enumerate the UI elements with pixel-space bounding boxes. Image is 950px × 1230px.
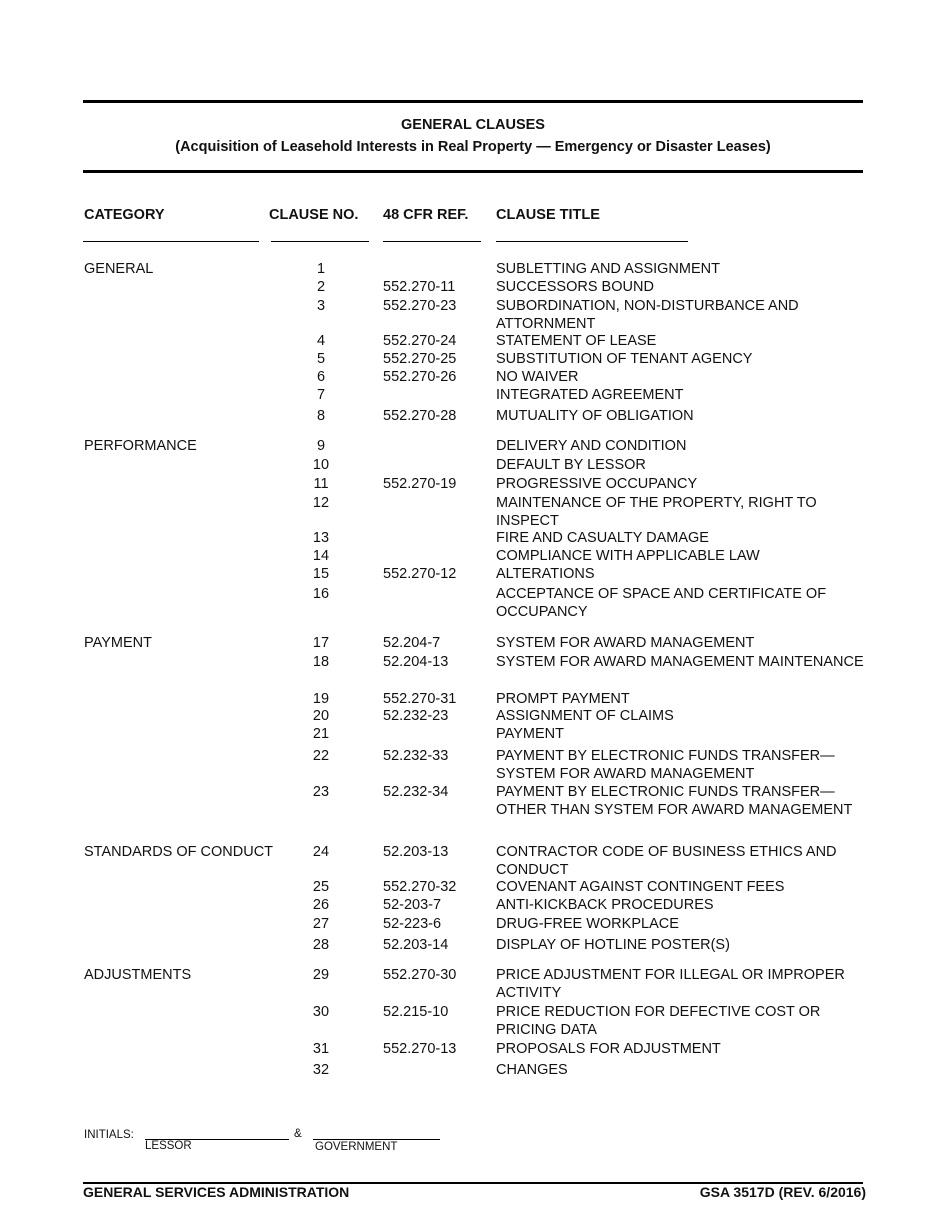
clause-number: 14	[312, 548, 330, 564]
header-underline	[271, 241, 369, 242]
clause-title: ACCEPTANCE OF SPACE AND CERTIFICATE OF OCCUPANCY	[496, 586, 827, 620]
cfr-reference: 52.215-10	[383, 1004, 449, 1020]
clause-title: SYSTEM FOR AWARD MANAGEMENT MAINTENANCE	[496, 654, 864, 670]
clause-title: ANTI-KICKBACK PROCEDURES	[496, 897, 714, 913]
clause-title: MUTUALITY OF OBLIGATION	[496, 408, 694, 424]
footer-agency: GENERAL SERVICES ADMINISTRATION	[83, 1184, 350, 1200]
clause-title: STATEMENT OF LEASE	[496, 333, 657, 349]
clause-title: PROPOSALS FOR ADJUSTMENT	[496, 1041, 721, 1057]
clause-title: SYSTEM FOR AWARD MANAGEMENT	[496, 635, 755, 651]
clause-number: 8	[316, 408, 326, 424]
government-signature-line[interactable]	[313, 1139, 440, 1140]
initials-label: INITIALS:	[84, 1129, 134, 1141]
clause-title: SUBLETTING AND ASSIGNMENT	[496, 261, 720, 277]
header-cfr-ref: 48 CFR REF.	[383, 207, 469, 223]
clause-title: FIRE AND CASUALTY DAMAGE	[496, 530, 709, 546]
header-clause-no: CLAUSE NO.	[269, 207, 359, 223]
cfr-reference: 52-223-6	[383, 916, 442, 932]
document-title: GENERAL CLAUSES	[401, 117, 545, 133]
clause-number: 4	[316, 333, 326, 349]
clause-title: DRUG-FREE WORKPLACE	[496, 916, 679, 932]
clause-number: 27	[312, 916, 330, 932]
header-underline	[383, 241, 481, 242]
clause-number: 32	[312, 1062, 330, 1078]
clause-title: PROMPT PAYMENT	[496, 691, 630, 707]
footer-form-number: GSA 3517D (REV. 6/2016)	[699, 1184, 866, 1200]
clause-title: NO WAIVER	[496, 369, 579, 385]
ampersand: &	[294, 1128, 302, 1140]
category-label: STANDARDS OF CONDUCT	[84, 844, 274, 860]
header-underline	[496, 241, 688, 242]
clause-number: 28	[312, 937, 330, 953]
clause-title: COVENANT AGAINST CONTINGENT FEES	[496, 879, 785, 895]
government-label: GOVERNMENT	[315, 1141, 398, 1153]
category-label: ADJUSTMENTS	[84, 967, 192, 983]
cfr-reference: 52.203-13	[383, 844, 449, 860]
cfr-reference: 552.270-32	[383, 879, 457, 895]
clause-title: COMPLIANCE WITH APPLICABLE LAW	[496, 548, 760, 564]
clause-number: 9	[316, 438, 326, 454]
cfr-reference: 552.270-12	[383, 566, 457, 582]
clause-number: 18	[312, 654, 330, 670]
clause-number: 7	[316, 387, 326, 403]
clause-number: 17	[312, 635, 330, 651]
clause-title: PRICE REDUCTION FOR DEFECTIVE COST OR PRICING DATA	[496, 1004, 821, 1038]
cfr-reference: 552.270-31	[383, 691, 457, 707]
clause-number: 21	[312, 726, 330, 742]
cfr-reference: 552.270-25	[383, 351, 457, 367]
cfr-reference: 52.232-33	[383, 748, 449, 764]
clause-number: 10	[312, 457, 330, 473]
clause-number: 19	[312, 691, 330, 707]
clause-number: 2	[316, 279, 326, 295]
clause-title: DELIVERY AND CONDITION	[496, 438, 687, 454]
clause-title: ASSIGNMENT OF CLAIMS	[496, 708, 674, 724]
clause-title: PRICE ADJUSTMENT FOR ILLEGAL OR IMPROPER ACTIVITY	[496, 967, 845, 1001]
clause-number: 1	[316, 261, 326, 277]
cfr-reference: 52.204-7	[383, 635, 441, 651]
clause-number: 16	[312, 586, 330, 602]
top-rule	[83, 100, 863, 103]
cfr-reference: 552.270-23	[383, 298, 457, 314]
clause-number: 3	[316, 298, 326, 314]
clause-number: 26	[312, 897, 330, 913]
clause-number: 23	[312, 784, 330, 800]
clause-title: MAINTENANCE OF THE PROPERTY, RIGHT TO INSPECT	[496, 495, 817, 529]
clause-title: SUBORDINATION, NON-DISTURBANCE AND ATTORNMENT	[496, 298, 799, 332]
clause-title: DEFAULT BY LESSOR	[496, 457, 646, 473]
clause-number: 20	[312, 708, 330, 724]
cfr-reference: 52-203-7	[383, 897, 442, 913]
header-underline	[83, 241, 259, 242]
clause-title: PROGRESSIVE OCCUPANCY	[496, 476, 698, 492]
clause-number: 31	[312, 1041, 330, 1057]
clause-number: 24	[312, 844, 330, 860]
cfr-reference: 552.270-13	[383, 1041, 457, 1057]
cfr-reference: 552.270-24	[383, 333, 457, 349]
header-clause-title: CLAUSE TITLE	[496, 207, 600, 223]
clause-number: 29	[312, 967, 330, 983]
clause-number: 22	[312, 748, 330, 764]
clause-title: CONTRACTOR CODE OF BUSINESS ETHICS AND CONDUCT	[496, 844, 837, 878]
clause-title: SUBSTITUTION OF TENANT AGENCY	[496, 351, 753, 367]
cfr-reference: 52.204-13	[383, 654, 449, 670]
clause-title: INTEGRATED AGREEMENT	[496, 387, 684, 403]
clause-number: 6	[316, 369, 326, 385]
cfr-reference: 52.232-23	[383, 708, 449, 724]
category-label: PERFORMANCE	[84, 438, 197, 454]
clause-number: 15	[312, 566, 330, 582]
clause-title: PAYMENT BY ELECTRONIC FUNDS TRANSFER—OTHER THAN SYSTEM FOR AWARD MANAGEMENT	[496, 784, 853, 818]
cfr-reference: 552.270-19	[383, 476, 457, 492]
clause-title: SUCCESSORS BOUND	[496, 279, 654, 295]
clause-title: PAYMENT	[496, 726, 564, 742]
category-label: GENERAL	[84, 261, 154, 277]
clause-number: 5	[316, 351, 326, 367]
clause-number: 11	[313, 476, 329, 492]
clause-number: 12	[312, 495, 330, 511]
clause-number: 25	[312, 879, 330, 895]
header-rule	[83, 170, 863, 173]
cfr-reference: 552.270-30	[383, 967, 457, 983]
category-label: PAYMENT	[84, 635, 152, 651]
cfr-reference: 552.270-28	[383, 408, 457, 424]
cfr-reference: 552.270-26	[383, 369, 457, 385]
cfr-reference: 52.232-34	[383, 784, 449, 800]
clause-number: 30	[312, 1004, 330, 1020]
header-category: CATEGORY	[84, 207, 165, 223]
clause-title: ALTERATIONS	[496, 566, 595, 582]
clause-title: CHANGES	[496, 1062, 568, 1078]
clause-title: DISPLAY OF HOTLINE POSTER(S)	[496, 937, 730, 953]
document-subtitle: (Acquisition of Leasehold Interests in Real Property — Emergency or Disaster Leases)	[175, 139, 771, 155]
cfr-reference: 52.203-14	[383, 937, 449, 953]
clause-number: 13	[312, 530, 330, 546]
cfr-reference: 552.270-11	[383, 279, 456, 295]
lessor-label: LESSOR	[145, 1140, 192, 1152]
clause-title: PAYMENT BY ELECTRONIC FUNDS TRANSFER—SYSTEM FOR AWARD MANAGEMENT	[496, 748, 835, 782]
